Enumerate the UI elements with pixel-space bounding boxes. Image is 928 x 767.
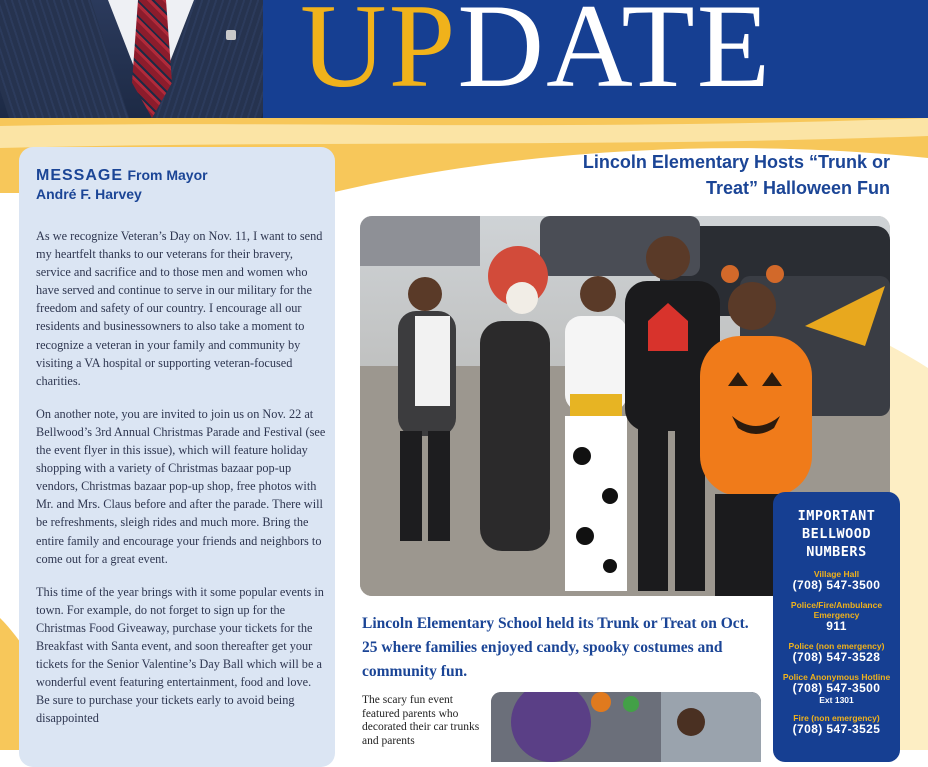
number-entry-fire <box>773 713 900 736</box>
mayor-photo <box>0 0 263 118</box>
article-title <box>470 149 890 201</box>
article-body: The scary fun event featured parents who decorated their car trunks and parents <box>362 694 480 747</box>
phone-number: (708) 547-3525 <box>792 722 881 736</box>
secondary-photo <box>491 692 761 762</box>
message-paragraph: As we recognize Veteran’s Day on Nov. 11, I want to send my heartfelt thanks to our veterans for their bravery, service and sacrifice and to those men and women who have served and continue to serve in our military for the freedom and safety of our country. I encourage all our residents and businessowners to also take a moment to recognize a veteran in your family and community by visiting a VA hospital or supporting veteran-focused charities. <box>36 229 323 388</box>
message-from: From Mayor <box>127 167 208 183</box>
masthead-date: DATE <box>457 0 773 112</box>
number-entry-hotline <box>773 672 900 705</box>
phone-extension: Ext 1301 <box>819 695 854 705</box>
message-label: MESSAGE <box>36 167 124 184</box>
number-entry-village-hall <box>773 569 900 592</box>
masthead-up: UP <box>300 0 458 112</box>
numbers-title-line: BELLWOOD <box>801 526 872 542</box>
number-entry-police <box>773 641 900 664</box>
article-title-line2: Treat” Halloween Fun <box>705 178 890 198</box>
message-heading <box>36 167 326 202</box>
message-body <box>36 227 326 742</box>
phone-number: 911 <box>826 619 847 633</box>
number-label: Police (non emergency) <box>788 641 885 651</box>
phone-number: (708) 547-3500 <box>792 681 881 695</box>
phone-number: (708) 547-3528 <box>792 650 881 664</box>
header-band <box>0 0 928 118</box>
message-paragraph: This time of the year brings with it some popular events in town. For example, do not forget to sign up for the Christmas Food Giveaway, purchase your tickets for the Breakfast with Santa event, and soon thereafter get your tickets for the Senior Valentine’s Day Ball which will be a wonderful event featuring entertainment, food and love. Be sure to purchase your tickets early to avoid being disappointed <box>36 584 324 726</box>
mayor-name: André F. Harvey <box>36 185 142 202</box>
numbers-title <box>773 507 900 561</box>
number-label: Fire (non emergency) <box>793 713 880 723</box>
phone-number: (708) 547-3500 <box>792 578 881 592</box>
masthead-title <box>300 0 773 112</box>
number-entry-emergency <box>773 600 900 633</box>
message-paragraph: On another note, you are invited to join us on Nov. 22 at Bellwood’s 3rd Annual Christmas Parade and Festival (see the event flyer in this issue), which will feature holiday shopping with a variety of Christmas bazaar pop-up vendors, Christmas bazaar pop-up shop, free photos with Mr. and Mrs. Claus before and after the parade. There will be refreshments, sleigh rides and much more. Bring the entire family and encourage your friends and neighbors to come out for a great event. <box>36 406 326 566</box>
important-numbers-panel <box>773 492 900 762</box>
number-label: Police Anonymous Hotline <box>782 672 891 682</box>
article-lead: Lincoln Elementary School held its Trunk or Treat on Oct. 25 where families enjoyed candy, spooky costumes and community fun. <box>362 615 749 680</box>
number-label: Village Hall <box>813 569 860 579</box>
article-title-line1: Lincoln Elementary Hosts “Trunk or <box>582 152 890 172</box>
number-label: Police/Fire/Ambulance Emergency <box>790 600 883 620</box>
numbers-title-line: NUMBERS <box>806 544 867 560</box>
numbers-title-line: IMPORTANT <box>797 508 876 524</box>
